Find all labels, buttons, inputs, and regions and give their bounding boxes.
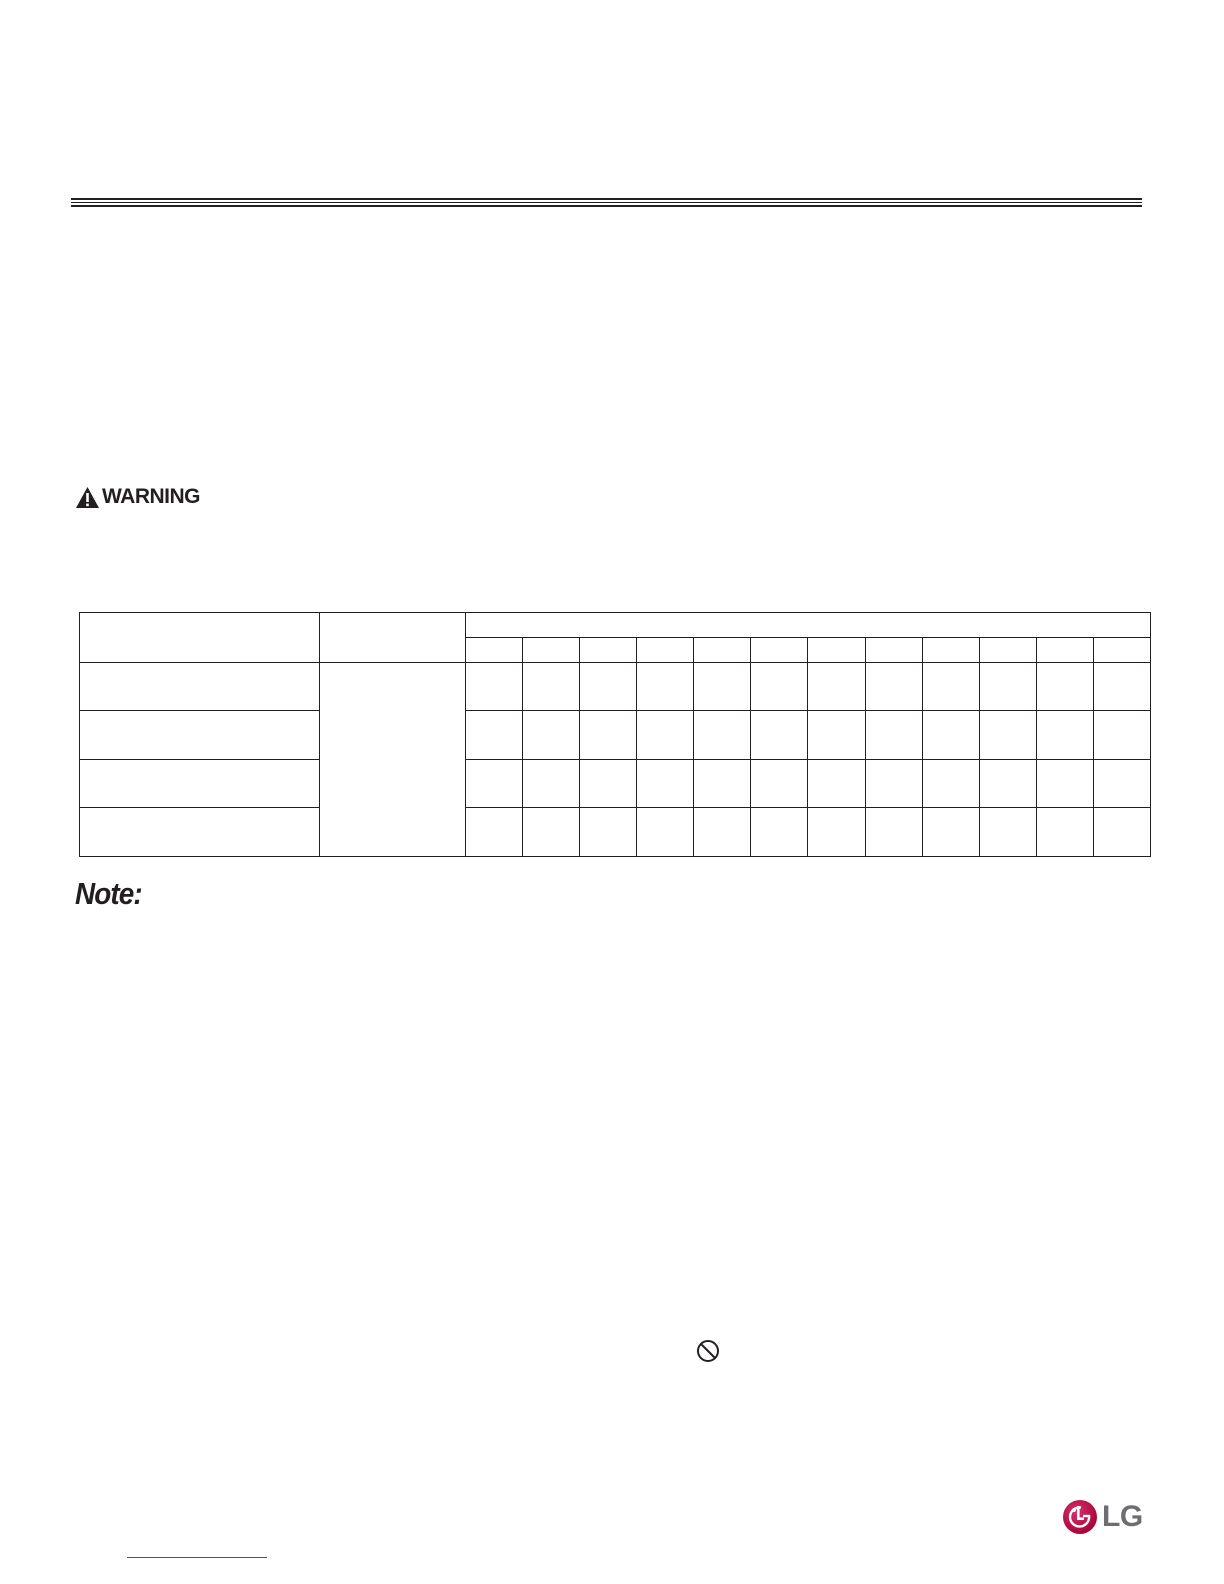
lg-logo bbox=[1062, 1499, 1143, 1535]
value-cell bbox=[1093, 759, 1150, 808]
value-cell bbox=[751, 808, 808, 857]
model-header-cell bbox=[865, 637, 922, 662]
spec-table bbox=[79, 612, 1151, 857]
value-cell bbox=[466, 711, 523, 760]
model-header-cell bbox=[580, 637, 637, 662]
model-header-cell bbox=[808, 637, 865, 662]
value-cell bbox=[865, 662, 922, 711]
value-cell bbox=[637, 759, 694, 808]
value-cell bbox=[865, 808, 922, 857]
value-cell bbox=[751, 662, 808, 711]
value-cell bbox=[979, 662, 1036, 711]
value-cell bbox=[694, 662, 751, 711]
model-header-cell bbox=[694, 637, 751, 662]
row-label-cell bbox=[80, 711, 320, 760]
value-cell bbox=[979, 711, 1036, 760]
row-label-cell bbox=[80, 759, 320, 808]
value-cell bbox=[580, 711, 637, 760]
table-row bbox=[80, 808, 1151, 857]
header-rule-top bbox=[71, 198, 1142, 200]
header-rule-bottom bbox=[71, 205, 1142, 207]
model-header-cell bbox=[637, 637, 694, 662]
lg-logo-text: LG bbox=[1102, 1500, 1143, 1533]
row-label-cell bbox=[80, 808, 320, 857]
model-header-cell bbox=[1093, 637, 1150, 662]
warning-triangle-icon bbox=[75, 486, 100, 509]
model-header-cell bbox=[922, 637, 979, 662]
model-header-cell bbox=[466, 637, 523, 662]
value-cell bbox=[808, 711, 865, 760]
header-cell-unit bbox=[320, 613, 466, 663]
value-cell bbox=[466, 759, 523, 808]
value-cell bbox=[694, 711, 751, 760]
value-cell bbox=[1036, 662, 1093, 711]
value-cell bbox=[808, 662, 865, 711]
value-cell bbox=[922, 711, 979, 760]
value-cell bbox=[523, 759, 580, 808]
value-cell bbox=[979, 808, 1036, 857]
table-row bbox=[80, 759, 1151, 808]
model-header-cell bbox=[751, 637, 808, 662]
header-cell-models bbox=[466, 613, 1151, 638]
value-cell bbox=[523, 808, 580, 857]
value-cell bbox=[1093, 808, 1150, 857]
value-cell bbox=[466, 662, 523, 711]
unit-cell bbox=[320, 662, 466, 856]
value-cell bbox=[1036, 808, 1093, 857]
table-row bbox=[80, 662, 1151, 711]
value-cell bbox=[865, 711, 922, 760]
lg-face-logo-icon bbox=[1062, 1499, 1098, 1535]
value-cell bbox=[523, 662, 580, 711]
value-cell bbox=[751, 711, 808, 760]
value-cell bbox=[637, 662, 694, 711]
value-cell bbox=[808, 759, 865, 808]
value-cell bbox=[580, 662, 637, 711]
value-cell bbox=[1093, 662, 1150, 711]
table-header-row bbox=[80, 613, 1151, 638]
value-cell bbox=[1036, 711, 1093, 760]
value-cell bbox=[922, 662, 979, 711]
value-cell bbox=[751, 759, 808, 808]
model-header-cell bbox=[523, 637, 580, 662]
row-label-cell bbox=[80, 662, 320, 711]
value-cell bbox=[694, 808, 751, 857]
value-cell bbox=[1093, 711, 1150, 760]
value-cell bbox=[694, 759, 751, 808]
value-cell bbox=[1036, 759, 1093, 808]
value-cell bbox=[808, 808, 865, 857]
value-cell bbox=[637, 808, 694, 857]
table-row bbox=[80, 711, 1151, 760]
value-cell bbox=[523, 711, 580, 760]
header-rule-middle bbox=[71, 202, 1142, 203]
value-cell bbox=[979, 759, 1036, 808]
warning-heading bbox=[75, 485, 200, 509]
prohibited-icon bbox=[696, 1339, 720, 1363]
value-cell bbox=[580, 808, 637, 857]
warning-label: WARNING bbox=[102, 485, 200, 508]
header-cell-item bbox=[80, 613, 320, 663]
value-cell bbox=[466, 808, 523, 857]
model-header-cell bbox=[979, 637, 1036, 662]
note-heading: Note: bbox=[75, 876, 142, 911]
footer-link-underline[interactable] bbox=[127, 1557, 267, 1558]
value-cell bbox=[637, 711, 694, 760]
value-cell bbox=[865, 759, 922, 808]
value-cell bbox=[922, 759, 979, 808]
value-cell bbox=[580, 759, 637, 808]
value-cell bbox=[922, 808, 979, 857]
model-header-cell bbox=[1036, 637, 1093, 662]
